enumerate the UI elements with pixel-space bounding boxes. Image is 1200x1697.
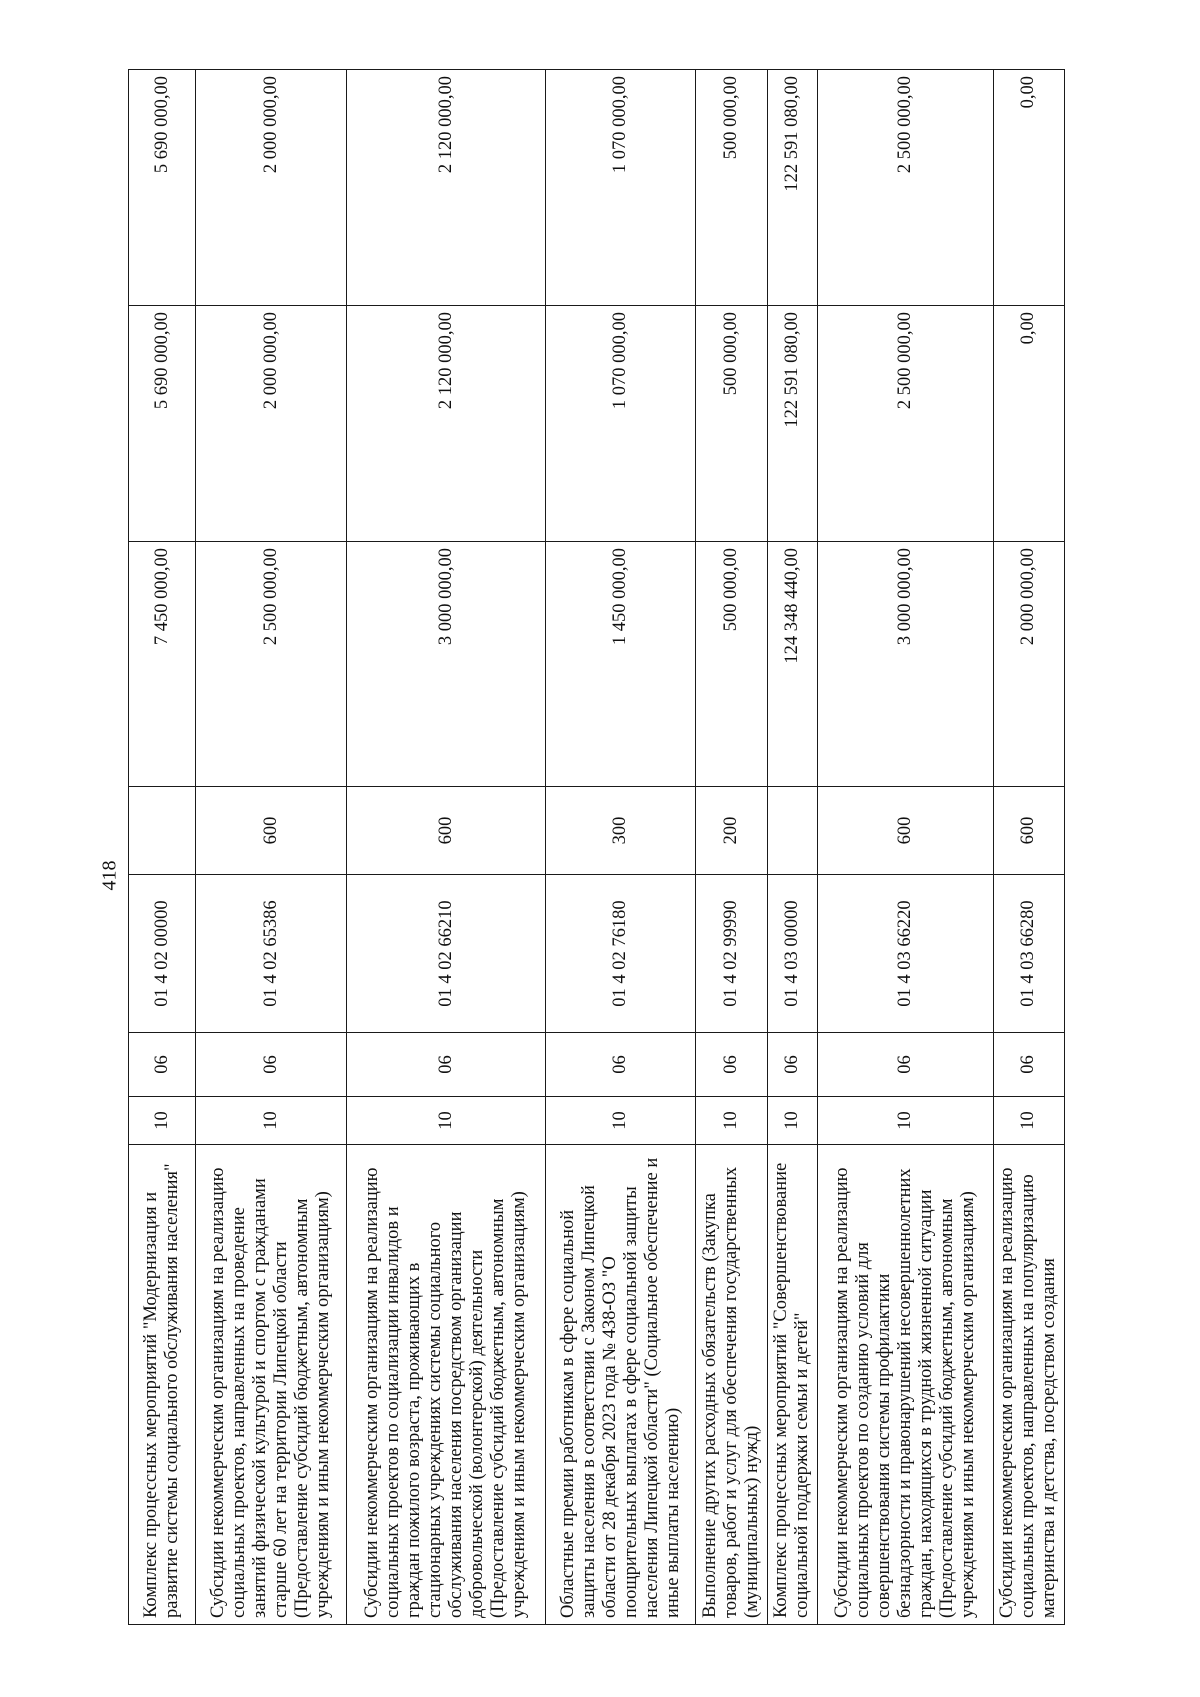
amount-year-3: 1 070 000,00 bbox=[546, 70, 696, 306]
table-row bbox=[993, 70, 1065, 1625]
expense-type-code: 300 bbox=[546, 787, 696, 875]
amount-year-1: 3 000 000,00 bbox=[347, 542, 546, 787]
target-article-code: 01 4 03 00000 bbox=[767, 875, 817, 1033]
amount-year-3: 2 500 000,00 bbox=[818, 70, 993, 306]
amount-year-3: 0,00 bbox=[993, 70, 1065, 306]
budget-table bbox=[128, 69, 1065, 1625]
amount-year-1: 3 000 000,00 bbox=[818, 542, 993, 787]
amount-year-3: 500 000,00 bbox=[696, 70, 767, 306]
expense-type-code: 600 bbox=[818, 787, 993, 875]
amount-year-3: 5 690 000,00 bbox=[129, 70, 196, 306]
row-name: Субсидии некоммерческим организациям на реализацию социальных проектов по созданию условий для совершенствования системы профилактики безнадзорности и правонарушений несовершеннолетних граждан, находящихся в трудной жизненной ситуации (Предоставление субсидий бюджетным, автономным учреждениям и иным некоммерческим организациям) bbox=[818, 1145, 993, 1625]
expense-type-code: 600 bbox=[347, 787, 546, 875]
target-article-code: 01 4 02 66210 bbox=[347, 875, 546, 1033]
amount-year-1: 1 450 000,00 bbox=[546, 542, 696, 787]
amount-year-2: 0,00 bbox=[993, 306, 1065, 542]
target-article-code: 01 4 02 00000 bbox=[129, 875, 196, 1033]
section-code: 10 bbox=[696, 1097, 767, 1145]
row-name: Субсидии некоммерческим организациям на реализацию социальных проектов, направленных на популяризацию материнства и детства, посредством создания bbox=[993, 1145, 1065, 1625]
table-row bbox=[696, 70, 767, 1625]
subsection-code: 06 bbox=[129, 1033, 196, 1097]
expense-type-code: 200 bbox=[696, 787, 767, 875]
subsection-code: 06 bbox=[546, 1033, 696, 1097]
amount-year-3: 122 591 080,00 bbox=[767, 70, 817, 306]
subsection-code: 06 bbox=[818, 1033, 993, 1097]
row-name: Выполнение других расходных обязательств (Закупка товаров, работ и услуг для обеспечения государственных (муниципальных) нужд) bbox=[696, 1145, 767, 1625]
table-row bbox=[196, 70, 347, 1625]
expense-type-code bbox=[129, 787, 196, 875]
amount-year-1: 500 000,00 bbox=[696, 542, 767, 787]
amount-year-2: 2 120 000,00 bbox=[347, 306, 546, 542]
amount-year-1: 2 000 000,00 bbox=[993, 542, 1065, 787]
section-code: 10 bbox=[767, 1097, 817, 1145]
amount-year-2: 122 591 080,00 bbox=[767, 306, 817, 542]
amount-year-2: 2 500 000,00 bbox=[818, 306, 993, 542]
section-code: 10 bbox=[196, 1097, 347, 1145]
amount-year-3: 2 120 000,00 bbox=[347, 70, 546, 306]
subsection-code: 06 bbox=[347, 1033, 546, 1097]
row-name: Областные премии работникам в сфере социальной защиты населения в соответствии с Законом Липецкой области от 28 декабря 2023 года № 438-ОЗ "О поощрительных выплатах в сфере социальной защиты населения Липецкой области" (Социальное обеспечение и иные выплаты населению) bbox=[546, 1145, 696, 1625]
row-name: Субсидии некоммерческим организациям на реализацию социальных проектов, направленных на проведение занятий физической культурой и спортом с гражданами старше 60 лет на территории Липецкой области (Предоставление субсидий бюджетным, автономным учреждениям и иным некоммерческим организациям) bbox=[196, 1145, 347, 1625]
subsection-code: 06 bbox=[696, 1033, 767, 1097]
subsection-code: 06 bbox=[196, 1033, 347, 1097]
section-code: 10 bbox=[546, 1097, 696, 1145]
expense-type-code: 600 bbox=[196, 787, 347, 875]
amount-year-1: 7 450 000,00 bbox=[129, 542, 196, 787]
section-code: 10 bbox=[129, 1097, 196, 1145]
amount-year-1: 124 348 440,00 bbox=[767, 542, 817, 787]
budget-table-sheet bbox=[128, 70, 1065, 1625]
table-row bbox=[546, 70, 696, 1625]
subsection-code: 06 bbox=[993, 1033, 1065, 1097]
table-row bbox=[818, 70, 993, 1625]
amount-year-1: 2 500 000,00 bbox=[196, 542, 347, 787]
table-row bbox=[129, 70, 196, 1625]
section-code: 10 bbox=[347, 1097, 546, 1145]
section-code: 10 bbox=[993, 1097, 1065, 1145]
amount-year-3: 2 000 000,00 bbox=[196, 70, 347, 306]
table-row bbox=[767, 70, 817, 1625]
amount-year-2: 1 070 000,00 bbox=[546, 306, 696, 542]
row-name: Субсидии некоммерческим организациям на реализацию социальных проектов по социализации инвалидов и граждан пожилого возраста, проживающих в стационарных учреждениях системы социального обслуживания населения посредством организации добровольческой (волонтерской) деятельности (Предоставление субсидий бюджетным, автономным учреждениям и иным некоммерческим организациям) bbox=[347, 1145, 546, 1625]
subsection-code: 06 bbox=[767, 1033, 817, 1097]
target-article-code: 01 4 02 99990 bbox=[696, 875, 767, 1033]
row-name: Комплекс процессных мероприятий "Совершенствование социальной поддержки семьи и детей" bbox=[767, 1145, 817, 1625]
amount-year-2: 500 000,00 bbox=[696, 306, 767, 542]
section-code: 10 bbox=[818, 1097, 993, 1145]
expense-type-code: 600 bbox=[993, 787, 1065, 875]
target-article-code: 01 4 03 66220 bbox=[818, 875, 993, 1033]
expense-type-code bbox=[767, 787, 817, 875]
target-article-code: 01 4 03 66280 bbox=[993, 875, 1065, 1033]
target-article-code: 01 4 02 65386 bbox=[196, 875, 347, 1033]
page-number bbox=[98, 835, 122, 915]
amount-year-2: 5 690 000,00 bbox=[129, 306, 196, 542]
page-number-text: 418 bbox=[98, 860, 121, 890]
amount-year-2: 2 000 000,00 bbox=[196, 306, 347, 542]
target-article-code: 01 4 02 76180 bbox=[546, 875, 696, 1033]
row-name: Комплекс процессных мероприятий "Модернизация и развитие системы социального обслуживания населения" bbox=[129, 1145, 196, 1625]
table-row bbox=[347, 70, 546, 1625]
